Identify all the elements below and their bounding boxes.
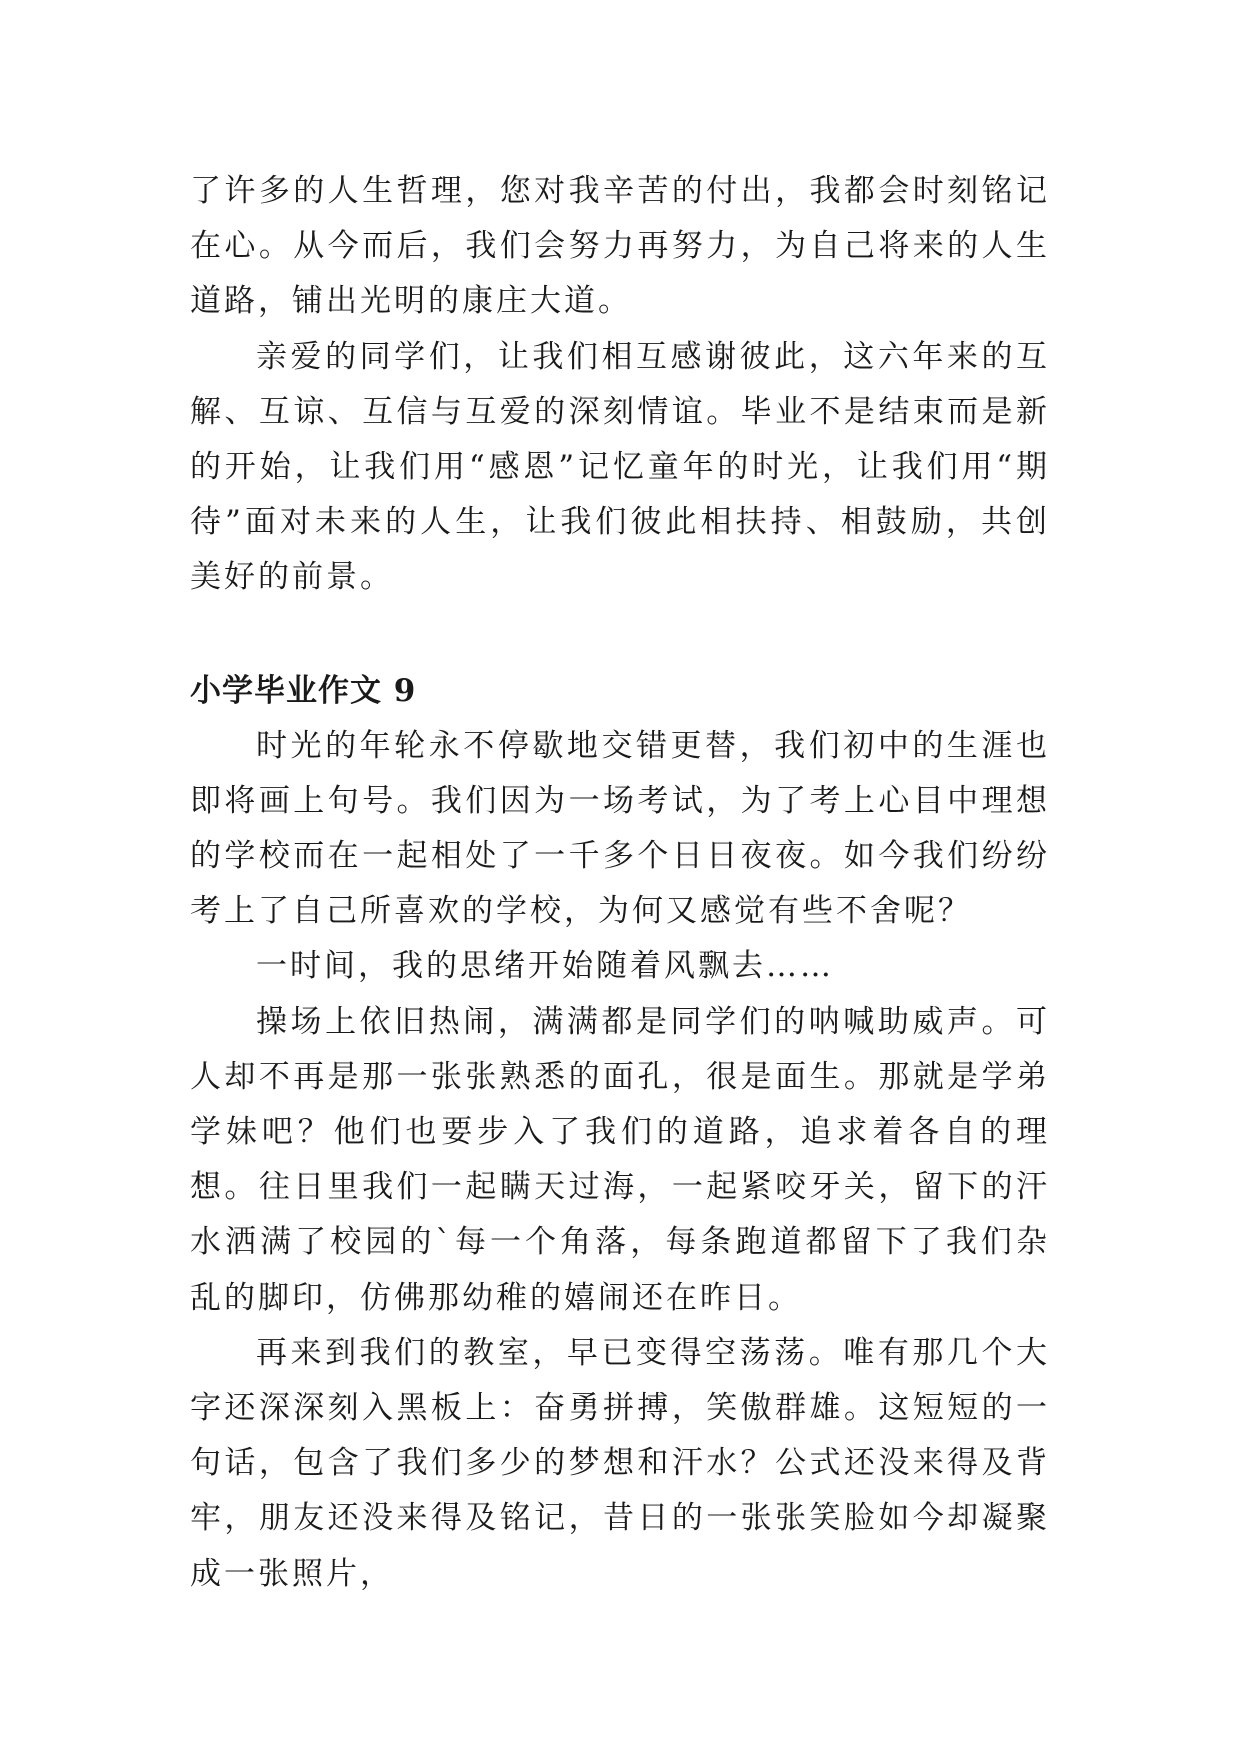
paragraph: 再来到我们的教室，早已变得空荡荡。唯有那几个大字还深深刻入黑板上：奋勇拼搏，笑傲群雄。这短短的一句话，包含了我们多少的梦想和汗水？公式还没来得及背牢，朋友还没来得及铭记，昔日的一张张笑脸如今却凝聚成一张照片， (190, 1334, 1050, 1592)
paragraph: 了许多的人生哲理，您对我辛苦的付出，我都会时刻铭记在心。从今而后，我们会努力再努力，为自己将来的人生道路，铺出光明的康庄大道。 (190, 173, 1050, 320)
paragraph: 亲爱的同学们，让我们相互感谢彼此，这六年来的互解、互谅、互信与互爱的深刻情谊。毕业不是结束而是新的开始，让我们用“感恩”记忆童年的时光，让我们用“期待”面对未来的人生，让我们彼此相扶持、相鼓励，共创美好的前景。 (190, 338, 1050, 596)
paragraph: 一时间，我的思绪开始随着风飘去…… (256, 948, 834, 985)
section-heading: 小学毕业作文 9 (190, 672, 417, 709)
paragraph: 时光的年轮永不停歇地交错更替，我们初中的生涯也即将画上句号。我们因为一场考试，为了考上心目中理想的学校而在一起相处了一千多个日日夜夜。如今我们纷纷考上了自己所喜欢的学校，为何又感觉有些不舍呢？ (190, 727, 1050, 930)
document-body (190, 164, 1050, 1602)
paragraph: 操场上依旧热闹，满满都是同学们的呐喊助威声。可人却不再是那一张张熟悉的面孔，很是面生。那就是学弟学妹吧？他们也要步入了我们的道路，追求着各自的理想。往日里我们一起瞒天过海，一起紧咬牙关，留下的汗水洒满了校园的`每一个角落，每条跑道都留下了我们杂乱的脚印，仿佛那幼稚的嬉闹还在昨日。 (190, 1003, 1050, 1316)
